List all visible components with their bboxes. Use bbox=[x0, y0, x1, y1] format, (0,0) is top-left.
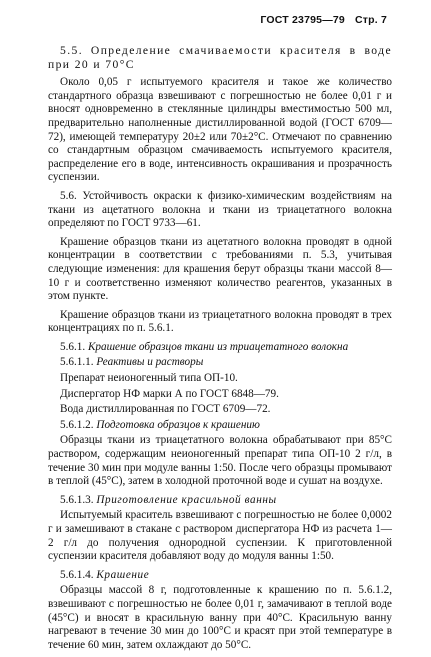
section-5-5-text: Около 0,05 г испытуемого красителя и такое же количество стандартного образца взвешивают с погрешностью не более 0,01 г и вносят одновременно в стеклянные цилиндры вместимостью 500 мл, предварительно наполненные дистиллированной водой (ГОСТ 6709—72), имеющей температуру 20±2 или 70±2°С. Отмечают по сравнению со стандартным образцом смачиваемость испытуемого красителя, распределение его в воде, интенсивность окрашивания и прозрачность суспензии. bbox=[48, 76, 392, 184]
section-number: 5.6.1.3. bbox=[60, 493, 94, 506]
triacetate-dyeing-text: Крашение образцов ткани из триацетатного волокна проводят в трех концентрациях по п. 5.6.1. bbox=[48, 308, 392, 335]
section-5-6-1-2-heading bbox=[48, 419, 392, 433]
section-5-6-1-4-heading bbox=[48, 569, 392, 583]
section-5-6-text: 5.6. Устойчивость окраски к физико-химическим воздействиям на ткани из ацетатного волокна и ткани из триацетатного волокна определяют по ГОСТ 9733—61. bbox=[48, 189, 392, 230]
reagent-item: Вода дистиллированная по ГОСТ 6709—72. bbox=[60, 403, 271, 416]
section-number: 5.6.1.1. bbox=[60, 356, 94, 369]
dyeing-procedure-text: Образцы массой 8 г, подготовленные к крашению по п. 5.6.1.2, взвешивают с погрешностью не более 0,01 г, замачивают в теплой воде (45°С) и вносят в красильную ванну при 40°С. Красильную ванну нагревают в течение 30 мин до 100°С и красят при этой температуре в течение 60 мин, затем охлаждают до 50°С. bbox=[48, 584, 392, 651]
section-number: 5.6.1.2. bbox=[60, 418, 94, 431]
section-5-6-1-3-heading bbox=[48, 494, 392, 508]
document-body bbox=[48, 44, 392, 657]
section-5-6-1-heading bbox=[48, 341, 392, 355]
section-number: 5.6.1. bbox=[60, 340, 86, 353]
dye-bath-text: Испытуемый краситель взвешивают с погрешностью не более 0,0002 г и замешивают в стакане с раствором диспергатора НФ из расчета 1—2 г/л до получения однородной суспензии. К приготовленной суспензии красителя добавляют воду до модуля ванны 1:50. bbox=[48, 509, 392, 563]
acetate-dyeing-text: Крашение образцов ткани из ацетатного волокна проводят в одной концентрации в соответствии с требованиями п. 5.3, учитывая следующие изменения: для крашения берут образцы ткани массой 8—10 г и соответственно изменяют количество реагентов, указанных в этом пункте. bbox=[48, 235, 392, 303]
section-title: Крашение bbox=[96, 568, 150, 581]
sample-preparation-text: Образцы ткани из триацетатного волокна обрабатывают при 85°С раствором, содержащим неионогенный препарат типа ОП-10 2 г/л, в течение 30 мин при модуле ванны 1:50. После чего образцы промывают в теплой (45°С), затем в холодной проточной воде и сушат на воздухе. bbox=[48, 434, 392, 488]
section-title: Подготовка образцов к крашению bbox=[96, 418, 260, 431]
reagent-item: Препарат неионогенный типа ОП-10. bbox=[60, 372, 238, 385]
section-title: Приготовление красильной ванны bbox=[96, 493, 277, 506]
section-title: Крашение образцов ткани из триацетатного волокна bbox=[87, 340, 349, 353]
standard-number: ГОСТ 23795—79 bbox=[260, 14, 345, 26]
section-title: Реактивы и растворы bbox=[96, 356, 204, 369]
reagent-item: Диспергатор НФ марки А по ГОСТ 6848—79. bbox=[60, 387, 279, 400]
section-5-6-1-1-heading bbox=[48, 356, 392, 370]
section-number: 5.6.1.4. bbox=[60, 568, 94, 581]
page-number: Стр. 7 bbox=[354, 14, 387, 26]
page-header bbox=[0, 14, 387, 26]
section-5-5-title: 5.5. Определение смачиваемости красителя в воде при 20 и 70°С bbox=[48, 44, 392, 71]
